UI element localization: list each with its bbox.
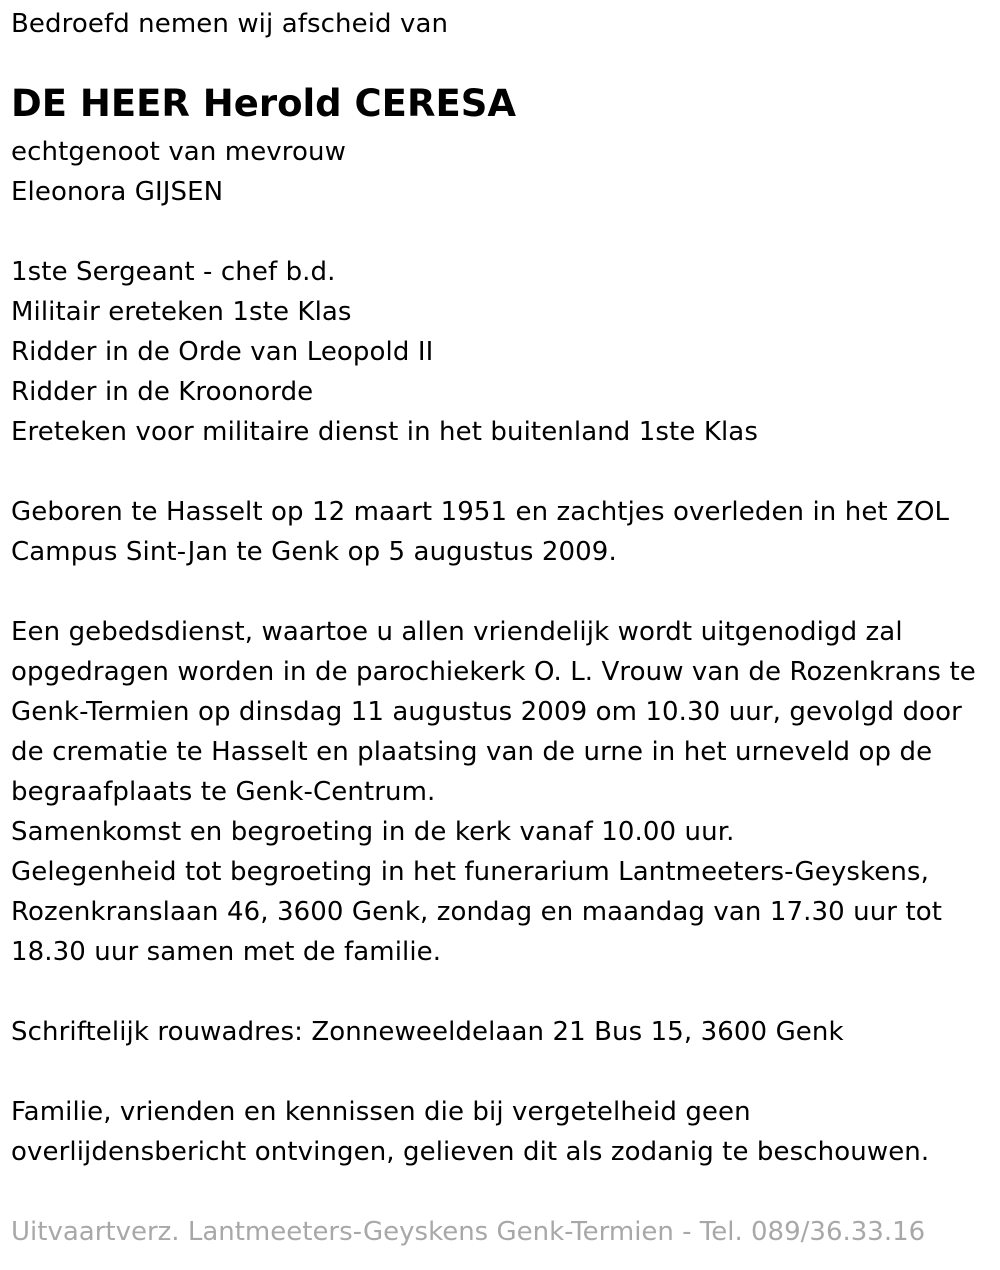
service-line: Genk-Termien op dinsdag 11 augustus 2009 om 10.30 uur, gevolgd door (11, 697, 962, 727)
titles-block (11, 252, 996, 452)
service-line: Samenkomst en begroeting in de kerk vanaf 10.00 uur. (11, 817, 735, 847)
title-line: Ridder in de Kroonorde (11, 377, 314, 407)
service-line: opgedragen worden in de parochiekerk O. L. Vrouw van de Rozenkrans te (11, 657, 976, 687)
intro-line: Bedroefd nemen wij afscheid van (11, 9, 449, 39)
service-line: Een gebedsdienst, waartoe u allen vriendelijk wordt uitgenodigd zal (11, 617, 903, 647)
spouse-line: Eleonora GIJSEN (11, 177, 224, 207)
service-block (11, 612, 996, 972)
service-line: Rozenkranslaan 46, 3600 Genk, zondag en maandag van 17.30 uur tot (11, 897, 943, 927)
deceased-name: DE HEER Herold CERESA (11, 82, 517, 125)
title-line: Militair ereteken 1ste Klas (11, 297, 352, 327)
spouse-line: echtgenoot van mevrouw (11, 137, 346, 167)
service-line: Gelegenheid tot begroeting in het funerarium Lantmeeters-Geyskens, (11, 857, 929, 887)
birth-death-line: Campus Sint-Jan te Genk op 5 augustus 2009. (11, 537, 617, 567)
closing-line: Familie, vrienden en kennissen die bij vergetelheid geen (11, 1097, 751, 1127)
service-line: begraafplaats te Genk-Centrum. (11, 777, 436, 807)
obituary-notice (11, 4, 996, 1172)
birth-death-line: Geboren te Hasselt op 12 maart 1951 en zachtjes overleden in het ZOL (11, 497, 950, 527)
service-line: 18.30 uur samen met de familie. (11, 937, 442, 967)
mourning-address: Schriftelijk rouwadres: Zonneweeldelaan 21 Bus 15, 3600 Genk (11, 1017, 844, 1047)
funeral-home-footer: Uitvaartverz. Lantmeeters-Geyskens Genk-Termien - Tel. 089/36.33.16 (11, 1217, 926, 1247)
closing-line: overlijdensbericht ontvingen, gelieven dit als zodanig te beschouwen. (11, 1137, 930, 1167)
spouse-block (11, 132, 996, 212)
service-line: de crematie te Hasselt en plaatsing van de urne in het urneveld op de (11, 737, 933, 767)
title-line: Ereteken voor militaire dienst in het buitenland 1ste Klas (11, 417, 758, 447)
title-line: Ridder in de Orde van Leopold II (11, 337, 434, 367)
closing-block (11, 1092, 996, 1172)
title-line: 1ste Sergeant - chef b.d. (11, 257, 336, 287)
birth-death-block (11, 492, 996, 572)
